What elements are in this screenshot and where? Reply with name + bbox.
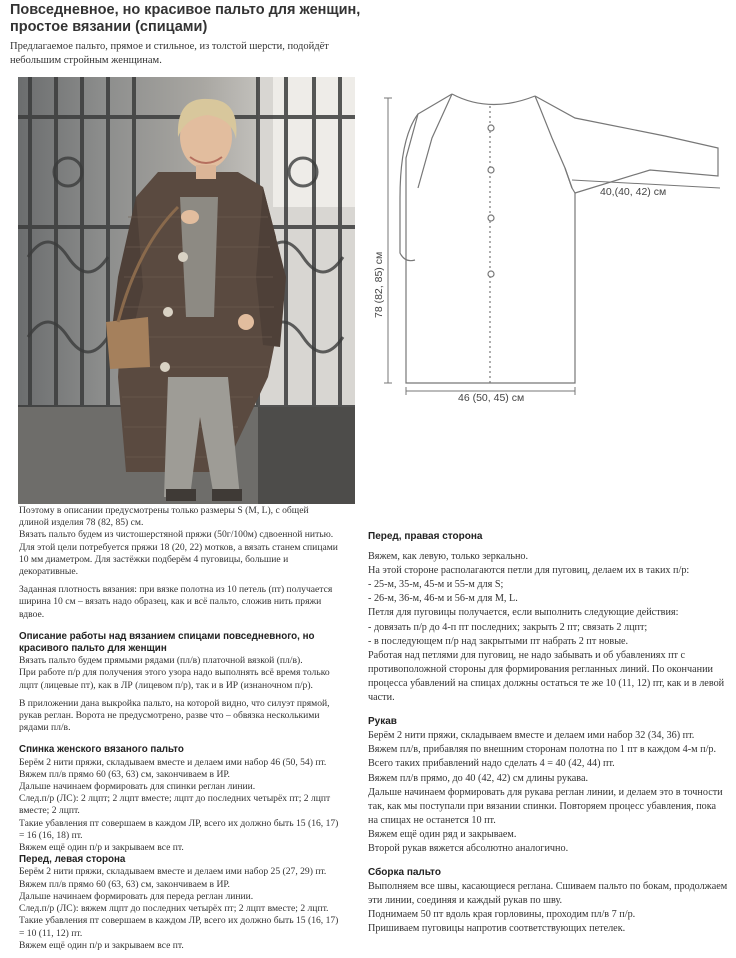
stitch-detail-text: При работе п/р для получения этого узора надо выполнять всё время только лцпт (лицевые пт), как в ЛР (лицевом п/р), так и в ИР (изнаночном п/р).: [19, 667, 330, 691]
coat-length-label: 78 (82, 85) см: [373, 251, 385, 318]
back-heading: Спинка женского вязаного пальто: [19, 744, 184, 756]
sleeve-line: Дальше начинаем формировать для рукава реглан линии, и делаем это в точности так, как мы поступали при вязании спинки. Повторяем процесс убавления, пока на спицах не останется 10 пт.: [368, 786, 723, 826]
sizes-text: Поэтому в описании предусмотрены только размеры S (M, L), с общей длиной изделия 78 (82, 85) см.: [19, 505, 309, 529]
right-line: На этой стороне располагаются петли для пуговиц, делаем их в таких п/р:: [368, 565, 690, 577]
stitch-text: Вязать пальто будем прямыми рядами (пл/в) платочной вязкой (пл/в).: [19, 655, 303, 667]
front-line: Такие убавления пт совершаем в каждом ЛР, всего их должно быть 15 (16, 17) = 10 (11, 12) пт.: [19, 915, 339, 939]
assembly-line: Пришиваем пуговицы напротив соответствующих петелек.: [368, 923, 626, 935]
back-line: След.п/р (ЛС): 2 лцпт; 2 лцпт вместе; лцпт до последних четырёх пт; 2 лцпт вместе; 2 лцпт.: [19, 793, 331, 817]
coat-width-label: 46 (50, 45) см: [458, 392, 525, 404]
sleeve-heading: Рукав: [368, 716, 397, 728]
right-line: Работая над петлями для пуговиц, не надо забывать и об убавлениях пт с противоположной стороны для формирования регланных линий. По окончании процесса убавлений на спицах должны остаться те же 10 (11, 12) пт, как и в левой части.: [368, 649, 725, 704]
coat-photo: [18, 77, 355, 504]
right-line: Вяжем, как левую, только зеркально.: [368, 551, 529, 563]
work-heading: Описание работы над вязанием спицами повседневного, но красивого пальто для женщин: [19, 630, 315, 655]
back-line: Вяжем ещё один п/р и закрываем все пт.: [19, 842, 184, 854]
sleeve-line: Второй рукав вяжется абсолютно аналогично.: [368, 842, 569, 854]
sleeve-line: Всего таких прибавлений надо сделать 4 = 40 (42, 44) пт.: [368, 758, 615, 770]
left-column: [19, 505, 339, 952]
yarn-text: Вязать пальто будем из чистошерстяной пряжи (50г/100м) сдвоенной нитью. Для этой цели потребуется пряжи 18 (20, 22) мотков, а вязать станем спицами 10 мм диаметром. Для застёжки подберём 4 пуговицы, большие и декоративные.: [19, 529, 338, 578]
sleeve-line: Вяжем пл/в прямо, до 40 (42, 42) см длины рукава.: [368, 772, 589, 784]
right-column: [368, 530, 728, 937]
back-line: Вяжем пл/в прямо 60 (63, 63) см, закончиваем в ИР.: [19, 768, 230, 780]
right-line: Петля для пуговицы получается, если выполнить следующие действия:: [368, 607, 679, 619]
front-line: Берём 2 нити пряжи, складываем вместе и делаем ими набор 25 (27, 29) пт.: [19, 866, 327, 878]
front-right-heading: Перед, правая сторона: [368, 531, 483, 542]
intro-text: Предлагаемое пальто, прямое и стильное, из толстой шерсти, подойдёт небольшим стройным женщинам.: [10, 41, 329, 66]
assembly-line: Выполняем все швы, касающиеся реглана. Сшиваем пальто по бокам, продолжаем эти линии, соединяя и каждый рукав по шву.: [368, 881, 728, 907]
assembly-heading: Сборка пальто: [368, 867, 441, 879]
sleeve-length-label: 40,(40, 42) см: [600, 186, 667, 198]
back-line: Берём 2 нити пряжи, складываем вместе и делаем ими набор 46 (50, 54) пт.: [19, 756, 327, 768]
back-line: Дальше начинаем формировать для спинки реглан линии.: [19, 781, 256, 793]
right-line: - 26-м, 36-м, 46-м и 56-м для M, L.: [368, 593, 518, 605]
pattern-note-text: В приложении дана выкройка пальто, на которой видно, что силуэт прямой, рукав реглан. Ворота не предусмотрено, разве что – обвязка несколькими рядами пл/в.: [19, 697, 330, 734]
front-line: Дальше начинаем формировать для переда реглан линии.: [19, 890, 254, 902]
sleeve-line: Берём 2 нити пряжи, складываем вместе и делаем ими набор 32 (34, 36) пт.: [368, 730, 695, 742]
front-line: Вяжем ещё один п/р и закрываем все пт.: [19, 939, 184, 951]
sleeve-line: Вяжем пл/в, прибавляя по внешним сторонам полотна по 1 пт в каждом 4-м п/р.: [368, 744, 717, 756]
assembly-line: Поднимаем 50 пт вдоль края горловины, проходим пл/в 7 п/р.: [368, 909, 636, 921]
right-line: - в последующем п/р над закрытыми пт набрать 2 пт новые.: [368, 635, 629, 647]
front-left-heading: Перед, левая сторона: [19, 854, 126, 866]
sleeve-line: Вяжем ещё один ряд и закрываем.: [368, 828, 517, 840]
front-line: След.п/р (ЛС): вяжем лцпт до последних четырёх пт; 2 лцпт вместе; 2 лцпт.: [19, 903, 329, 915]
pattern-diagram: [360, 78, 730, 418]
page-title: Повседневное, но красивое пальто для женщин, простое вязании (спицами): [10, 2, 361, 35]
right-line: - 25-м, 35-м, 45-м и 55-м для S;: [368, 579, 504, 591]
right-line: - довязать п/р до 4-п пт последних; закрыть 2 пт; связать 2 лцпт;: [368, 621, 648, 633]
back-line: Такие убавления пт совершаем в каждом ЛР, всего их должно быть 15 (16, 17) = 16 (16, 18) пт.: [19, 817, 339, 841]
front-line: Вяжем пл/в прямо 60 (63, 63) см, закончиваем в ИР.: [19, 878, 230, 890]
gauge-text: Заданная плотность вязания: при вязке полотна из 10 петель (пт) получается ширина 10 см – вязать надо образец, как и всё пальто, сложив нить пряжи вдвое.: [19, 584, 333, 620]
